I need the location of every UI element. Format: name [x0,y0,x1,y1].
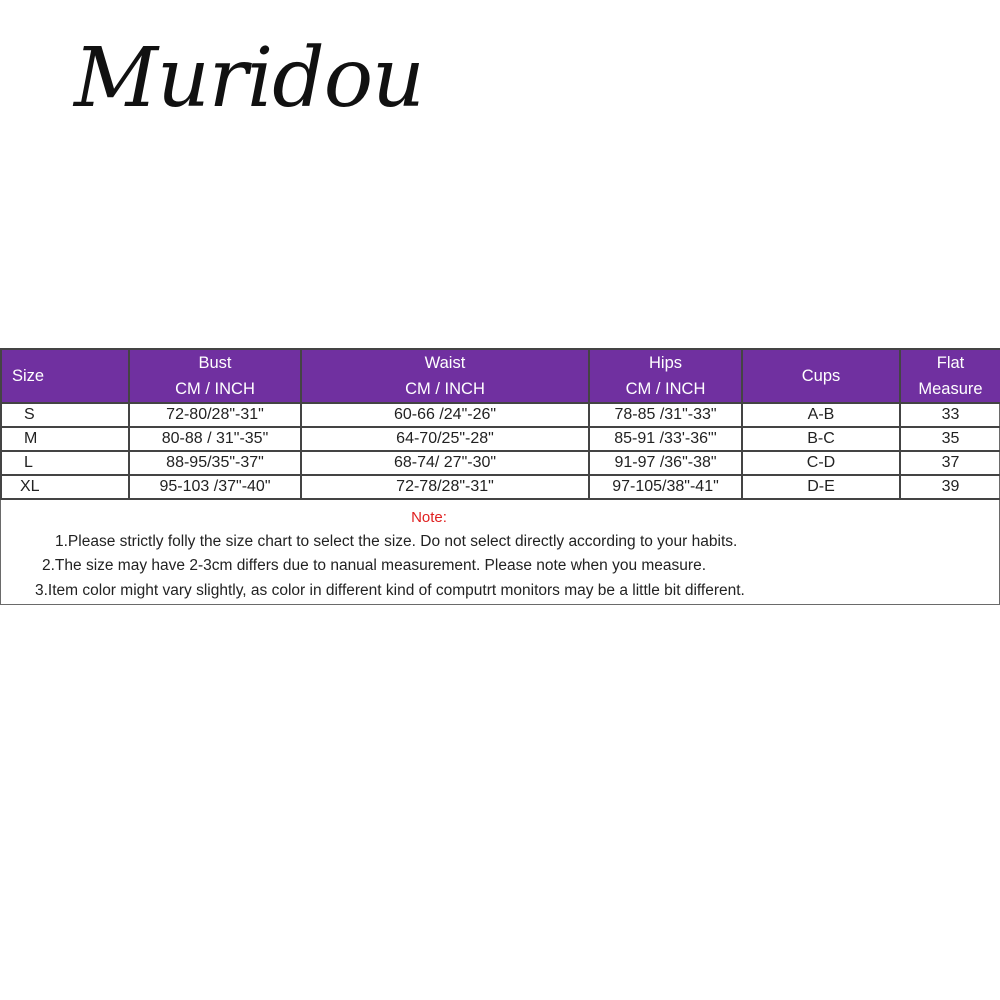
table-header-row [1,349,1000,403]
brand-logo: Muridou [74,31,424,126]
size-cell: XL [1,475,129,499]
table-row [1,451,1000,475]
table-row [1,403,1000,427]
table-row [1,427,1000,451]
note-item: 3.Item color might vary slightly, as color in different kind of computrt monitors may be a little bit different. [35,582,745,599]
header-flat-measure: Flat Measure [900,349,1000,403]
flat-measure-cell: 35 [900,427,1000,451]
flat-measure-cell: 33 [900,403,1000,427]
flat-measure-cell: 39 [900,475,1000,499]
note-item: 1.Please strictly folly the size chart to select the size. Do not select directly according to your habits. [55,533,738,550]
waist-cell: 64-70/25"-28" [301,427,589,451]
header-size: Size [1,349,129,403]
notes-title: Note: [411,509,447,526]
header-cups: Cups [742,349,900,403]
bust-cell: 72-80/28"-31" [129,403,301,427]
header-waist: Waist CM / INCH [301,349,589,403]
flat-measure-cell: 37 [900,451,1000,475]
header-bust: Bust CM / INCH [129,349,301,403]
size-table [0,348,1000,500]
hips-cell: 78-85 /31"-33" [589,403,742,427]
waist-cell: 68-74/ 27"-30" [301,451,589,475]
size-chart [0,348,1000,605]
header-hips: Hips CM / INCH [589,349,742,403]
cups-cell: B-C [742,427,900,451]
bust-cell: 80-88 / 31"-35" [129,427,301,451]
bust-cell: 95-103 /37"-40" [129,475,301,499]
table-row [1,475,1000,499]
hips-cell: 91-97 /36"-38" [589,451,742,475]
waist-cell: 72-78/28"-31" [301,475,589,499]
hips-cell: 97-105/38"-41" [589,475,742,499]
cups-cell: C-D [742,451,900,475]
note-item: 2.The size may have 2-3cm differs due to nanual measurement. Please note when you measure. [42,557,706,574]
cups-cell: D-E [742,475,900,499]
size-cell: S [1,403,129,427]
bust-cell: 88-95/35"-37" [129,451,301,475]
hips-cell: 85-91 /33'-36"' [589,427,742,451]
waist-cell: 60-66 /24"-26" [301,403,589,427]
size-cell: L [1,451,129,475]
cups-cell: A-B [742,403,900,427]
size-cell: M [1,427,129,451]
